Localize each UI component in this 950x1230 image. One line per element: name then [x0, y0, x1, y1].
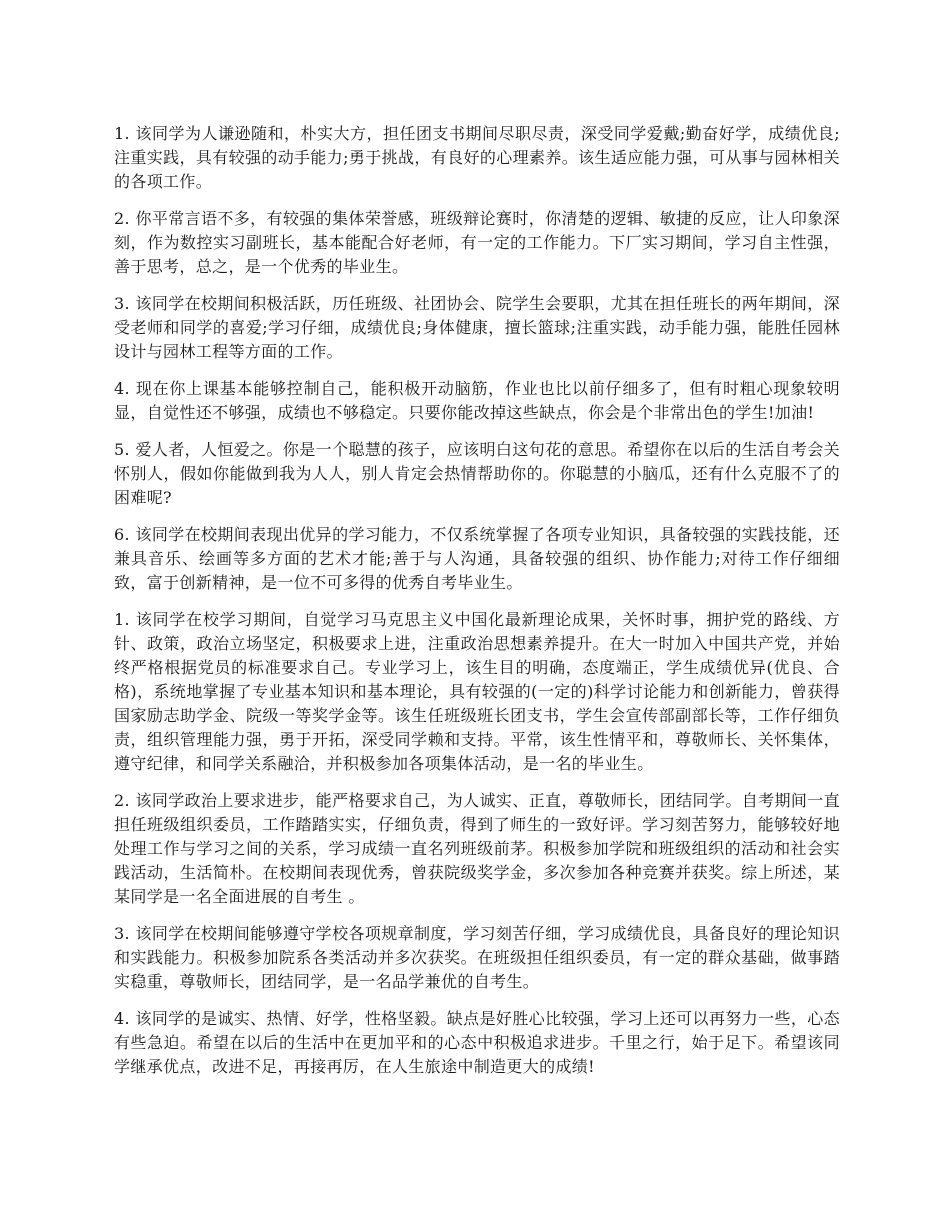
comment-paragraph-8: 2. 该同学政治上要求进步，能严格要求自己，为人诚实、正直，尊敬师长，团结同学。自考期间一直担任班级组织委员，工作踏踏实实，仔细负责，得到了师生的一致好评。学习刻苦努力，能够较好地处理工作与学习之间的关系，学习成绩一直名列班级前茅。积极参加学院和班级组织的活动和社会实践活动，生活简朴。在校期间表现优秀，曾获院级奖学金，多次参加各种竞赛并获奖。综上所述，某某同学是一名全面进展的自考生 。: [114, 791, 840, 906]
comment-paragraph-4: 4. 现在你上课基本能够控制自己，能积极开动脑筋，作业也比以前仔细多了，但有时粗心现象较明显，自觉性还不够强，成绩也不够稳定。只要你能改掉这些缺点，你会是个非常出色的学生!加油!: [114, 379, 840, 422]
comment-paragraph-9: 3. 该同学在校期间能够遵守学校各项规章制度，学习刻苦仔细，学习成绩优良，具备良好的理论知识和实践能力。积极参加院系各类活动并多次获奖。在班级担任组织委员，有一定的群众基础，做事踏实稳重，尊敬师长，团结同学，是一名品学兼优的自考生。: [114, 924, 840, 991]
comment-paragraph-10: 4. 该同学的是诚实、热情、好学，性格坚毅。缺点是好胜心比较强，学习上还可以再努力一些，心态有些急迫。希望在以后的生活中在更加平和的心态中积极追求进步。千里之行，始于足下。希望该同学继承优点，改进不足，再接再厉，在人生旅途中制造更大的成绩!: [114, 1009, 840, 1076]
comment-paragraph-6: 6. 该同学在校期间表现出优异的学习能力，不仅系统掌握了各项专业知识，具备较强的实践技能，还兼具音乐、绘画等多方面的艺术才能;善于与人沟通，具备较强的组织、协作能力;对待工作仔细细致，富于创新精神，是一位不可多得的优秀自考毕业生。: [114, 525, 840, 592]
comment-paragraph-5: 5. 爱人者，人恒爱之。你是一个聪慧的孩子，应该明白这句花的意思。希望你在以后的生活自考会关怀别人，假如你能做到我为人人，别人肯定会热情帮助你的。你聪慧的小脑瓜，还有什么克服不了的困难呢?: [114, 440, 840, 507]
comment-paragraph-2: 2. 你平常言语不多，有较强的集体荣誉感，班级辩论赛时，你清楚的逻辑、敏捷的反应，让人印象深刻，作为数控实习副班长，基本能配合好老师，有一定的工作能力。下厂实习期间，学习自主性强，善于思考，总之，是一个优秀的毕业生。: [114, 209, 840, 276]
comment-paragraph-7: 1. 该同学在校学习期间，自觉学习马克思主义中国化最新理论成果，关怀时事，拥护党的路线、方针、政策，政治立场坚定，积极要求上进，注重政治思想素养提升。在大一时加入中国共产党，并始终严格根据党员的标准要求自己。专业学习上，该生目的明确，态度端正，学生成绩优异(优良、合格)，系统地掌握了专业基本知识和基本理论，具有较强的(一定的)科学讨论能力和创新能力，曾获得国家励志助学金、院级一等奖学金等。该生任班级班长团支书，学生会宣传部副部长等，工作仔细负责，组织管理能力强，勇于开拓，深受同学赖和支持。平常，该生性情平和，尊敬师长、关怀集体，遵守纪律，和同学关系融洽，并积极参加各项集体活动，是一名的毕业生。: [114, 610, 840, 773]
comment-paragraph-3: 3. 该同学在校期间积极活跃，历任班级、社团协会、院学生会要职，尤其在担任班长的两年期间，深受老师和同学的喜爱;学习仔细，成绩优良;身体健康，擅长篮球;注重实践，动手能力强，能胜任园林设计与园林工程等方面的工作。: [114, 294, 840, 361]
comment-paragraph-1: 1. 该同学为人谦逊随和，朴实大方，担任团支书期间尽职尽责，深受同学爱戴;勤奋好学，成绩优良;注重实践，具有较强的动手能力;勇于挑战，有良好的心理素养。该生适应能力强，可从事与园林相关的各项工作。: [114, 124, 840, 191]
